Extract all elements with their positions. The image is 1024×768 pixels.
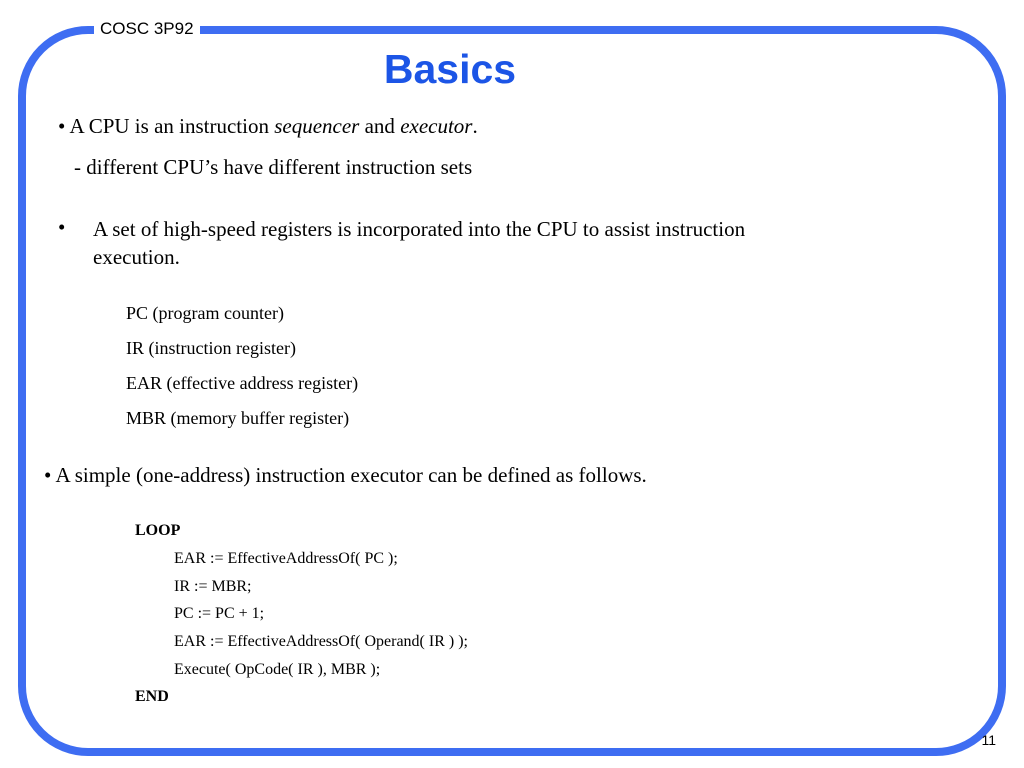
code-loop-keyword: LOOP xyxy=(135,522,181,539)
bullet-dot: • xyxy=(58,114,66,138)
register-item: PC (program counter) xyxy=(126,303,284,323)
register-item: EAR (effective address register) xyxy=(126,373,359,393)
bullet-dot: • xyxy=(58,215,66,239)
course-label: COSC 3P92 xyxy=(94,17,200,41)
bullet-2: A set of high-speed registers is incorporated into the CPU to assist instruction execution. xyxy=(93,217,746,269)
bullet-3 xyxy=(44,463,647,488)
page-number: 11 xyxy=(981,732,996,748)
bullet-1-em-sequencer: sequencer xyxy=(274,114,360,138)
slide-title: Basics xyxy=(383,46,517,92)
bullet-1 xyxy=(58,114,478,139)
bullet-1-mid: and xyxy=(359,114,401,138)
code-line: Execute( OpCode( IR ), MBR ); xyxy=(174,661,381,678)
code-end-keyword: END xyxy=(135,688,169,705)
bullet-1-subpoint: - different CPU’s have different instruction sets xyxy=(74,155,473,179)
bullet-dot: • xyxy=(44,463,52,487)
bullet-1-em-executor: executor xyxy=(400,114,473,138)
register-item: IR (instruction register) xyxy=(126,338,296,358)
code-line: PC := PC + 1; xyxy=(174,605,265,622)
code-line: IR := MBR; xyxy=(174,578,252,595)
register-item: MBR (memory buffer register) xyxy=(126,408,350,428)
bullet-1-suffix: . xyxy=(472,114,478,138)
code-line: EAR := EffectiveAddressOf( Operand( IR ) ); xyxy=(174,633,468,650)
bullet-1-prefix: A CPU is an instruction xyxy=(69,114,275,138)
code-line: EAR := EffectiveAddressOf( PC ); xyxy=(174,550,398,567)
bullet-3-text: A simple (one-address) instruction executor can be defined as follows. xyxy=(55,463,647,487)
